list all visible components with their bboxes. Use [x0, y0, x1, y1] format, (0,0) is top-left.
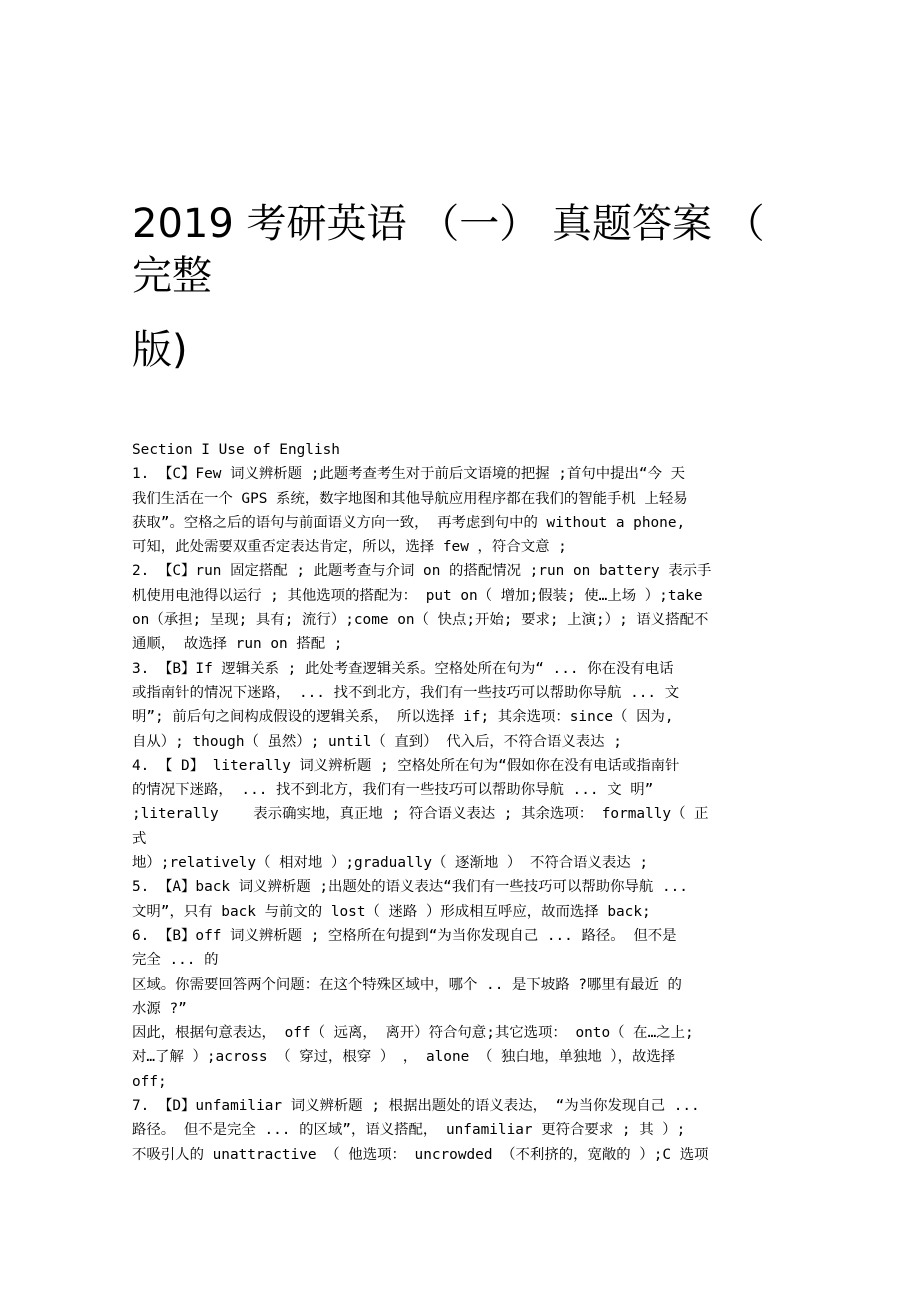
text-line: off;	[132, 1073, 167, 1090]
text-line: 文明”，只有 back 与前文的 lost（ 迷路 ）形成相互呼应，故而选择 back;	[132, 903, 651, 920]
text-line: 可知，此处需要双重否定表达肯定，所以，选择 few ，符合文意 ;	[132, 539, 567, 556]
text-line: 我们生活在一个 GPS 系统，数字地图和其他导航应用程序都在我们的智能手机 上轻易	[132, 490, 688, 507]
page-title-line-1: 2019 考研英语 （一） 真题答案 （	[132, 201, 765, 247]
text-line: 5. 【A】back 词义辨析题 ;出题处的语义表达“我们有一些技巧可以帮助你导航 ...	[132, 879, 688, 896]
text-line: 完全 ... 的	[132, 952, 219, 969]
text-line: 因此，根据句意表达， off（ 远离， 离开）符合句意;其它选项： onto（ 在…之上;	[132, 1025, 694, 1042]
text-line: 通顺， 故选择 run on 搭配 ;	[132, 636, 343, 653]
text-line: 的情况下迷路， ... 找不到北方，我们有一些技巧可以帮助你导航 ... 文 明”	[132, 782, 654, 799]
document-body	[132, 438, 792, 1167]
text-line: 4. 【 D】 literally 词义辨析题 ; 空格处所在句为“假如你在没有电话或指南针	[132, 757, 680, 774]
text-line: 获取”。空格之后的语句与前面语义方向一致， 再考虑到句中的 without a phone,	[132, 514, 686, 531]
text-line: 路径。 但不是完全 ... 的区域”，语义搭配， unfamiliar 更符合要求 ; 其 ）;	[132, 1122, 686, 1139]
text-line: on（承担; 呈现; 具有; 流行）;come on（ 快点;开始; 要求; 上演;）; 语义搭配不	[132, 612, 709, 629]
text-line: 机使用电池得以运行 ; 其他选项的搭配为： put on（ 增加;假装; 使…上场 ）;take	[132, 587, 703, 604]
section-heading: Section I Use of English	[132, 442, 340, 458]
text-line: 区域。你需要回答两个问题：在这个特殊区域中，哪个 .. 是下坡路 ?哪里有最近 的	[132, 976, 682, 993]
text-line: 明”; 前后句之间构成假设的逻辑关系， 所以选择 if; 其余选项：since（ 因为,	[132, 709, 674, 726]
text-line: 不吸引人的 unattractive （ 他选项： uncrowded （不利挤的，宽敞的 ）;C 选项	[132, 1146, 709, 1163]
page-title-line-3: 版)	[132, 327, 188, 373]
text-line: 地）;relatively（ 相对地 ）;gradually（ 逐渐地 ） 不符合语义表达 ;	[132, 855, 649, 872]
text-line: 对…了解 ）;across （ 穿过，根穿 ） ， alone （ 独白地，单独地 ），故选择	[132, 1049, 676, 1066]
text-line: ;literally 表示确实地，真正地 ; 符合语义表达 ; 其余选项： formally（ 正	[132, 806, 709, 823]
text-line: 自从）; though（ 虽然）; until（ 直到） 代入后，不符合语义表达 ;	[132, 733, 622, 750]
page-title-line-2: 完整	[132, 253, 212, 299]
text-line: 3. 【B】If 逻辑关系 ; 此处考查逻辑关系。空格处所在句为“ ... 你在没有电话	[132, 660, 674, 677]
text-line: 1. 【C】Few 词义辨析题 ;此题考查考生对于前后文语境的把握 ;首句中提出“今 天	[132, 466, 686, 483]
text-line: 式	[132, 830, 147, 847]
text-line: 或指南针的情况下迷路， ... 找不到北方，我们有一些技巧可以帮助你导航 ... 文	[132, 684, 680, 701]
text-line: 2. 【C】run 固定搭配 ; 此题考查与介词 on 的搭配情况 ;run on battery 表示手	[132, 563, 712, 580]
text-line: 6. 【B】off 词义辨析题 ; 空格所在句提到“为当你发现自己 ... 路径。 但不是	[132, 927, 677, 944]
text-line: 7. 【D】unfamiliar 词义辨析题 ; 根据出题处的语义表达， “为当你发现自己 ...	[132, 1098, 700, 1115]
text-line: 水源 ?”	[132, 1000, 187, 1017]
